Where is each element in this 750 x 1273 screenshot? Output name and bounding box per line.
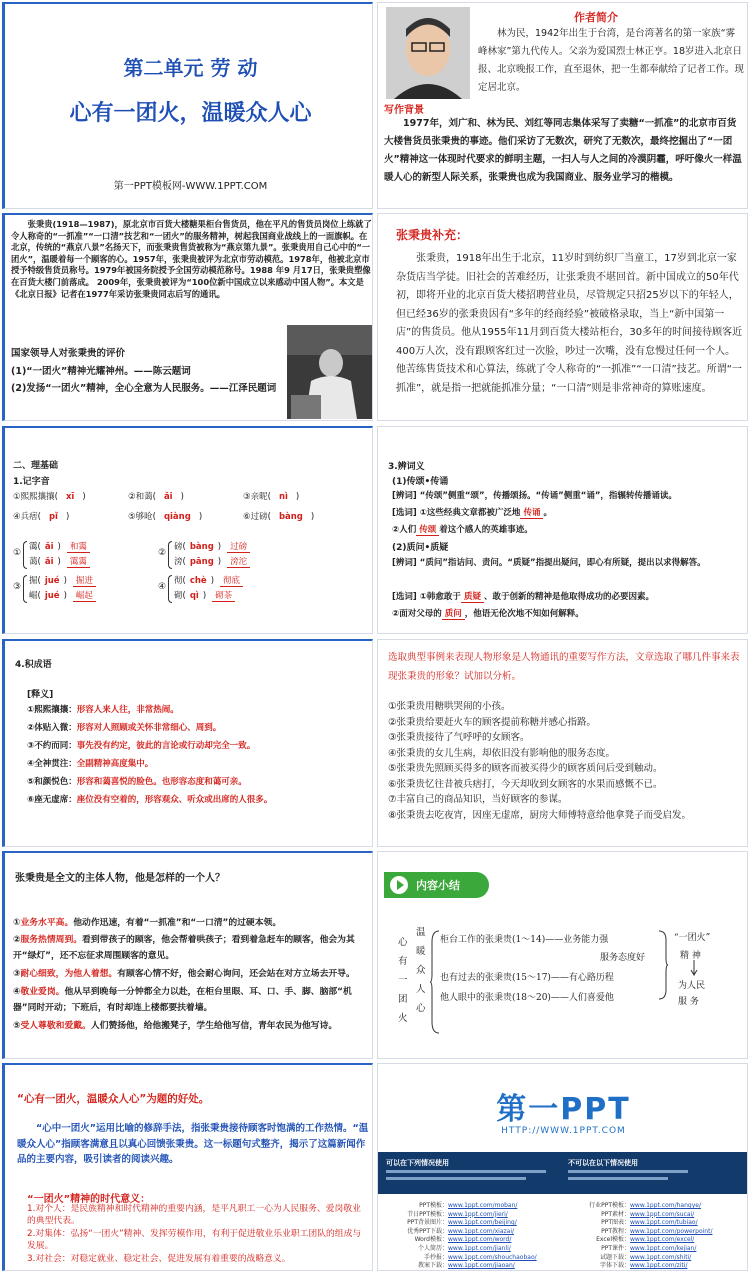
idiom-item <box>27 703 179 715</box>
promo-link-label: 试题下载： <box>599 1253 630 1261</box>
promo-link-url[interactable]: www.1ppt.com/jianli/ <box>448 1245 511 1252</box>
group-brace <box>168 575 172 603</box>
promo-link-label: Word模板： <box>414 1236 448 1244</box>
word-heading: 3.辨词义 <box>388 462 425 472</box>
group-line <box>29 555 90 567</box>
summary-left2-char: 众 <box>416 965 426 976</box>
pron-item <box>243 490 299 502</box>
group-pinyin: jué <box>44 576 60 586</box>
pron-end: ) <box>198 512 203 522</box>
character-item <box>13 932 373 964</box>
spirit-label: 精 神 <box>680 951 701 961</box>
example-item: ③张秉贵接待了气呼呼的女顾客。 <box>388 732 530 743</box>
character-item <box>13 1018 373 1034</box>
idiom-sub: [释义] <box>27 690 54 700</box>
idiom-value: 座位没有空着的，形容观众、听众或出席的人很多。 <box>76 795 273 805</box>
idiom-value: 全副精神高度集中。 <box>76 759 154 769</box>
group-char: 蔼( <box>29 557 41 567</box>
promo-link-url[interactable]: www.1ppt.com/word/ <box>448 1236 512 1244</box>
group-brace <box>23 575 27 603</box>
promo-link-url[interactable]: www.1ppt.com/hangye/ <box>630 1202 701 1209</box>
promo-link-url[interactable]: www.1ppt.com/excel/ <box>630 1236 695 1244</box>
idiom-key: ④全神贯注： <box>27 759 77 769</box>
slide-10-summary <box>377 851 748 1059</box>
group-line <box>174 540 250 552</box>
pron-item <box>128 490 184 502</box>
promo-link-url[interactable]: www.1ppt.com/jiaoan/ <box>448 1262 515 1270</box>
group-char: 砌( <box>174 591 186 601</box>
sub-heading: 1.记字音 <box>13 477 50 487</box>
promo-link-label: PPT素材： <box>601 1210 630 1218</box>
pair-1-title: (1)传颂•传诵 <box>392 477 449 487</box>
character-num: ① <box>13 918 21 928</box>
slide-footer: 第一PPT模板网-WWW.1PPT.COM <box>113 181 268 192</box>
group-word: 掘进 <box>73 576 96 587</box>
group-line <box>174 555 250 567</box>
group-word: 崛起 <box>73 591 96 602</box>
idiom-heading: 4.积成语 <box>15 660 52 670</box>
character-value: 人们赞扬他，给他搬凳子，学生给他写信，青年农民为他写诗。 <box>90 1021 338 1031</box>
idiom-key: ③不约而同： <box>27 741 77 751</box>
group-paren: ) <box>202 591 207 601</box>
character-value: 看到带孩子的顾客，他会帮着哄孩子；看到着急赶车的顾客，他会为其开“绿灯”，还不忘征求周围顾客的意见。 <box>13 935 355 961</box>
background-text: 1977年，刘广和、林为民、刘红等同志集体采写了卖糖“一抓准”的北京市百货大楼售货员张秉贵的事迹。他们采访了无数次，研究了无数次，最终挖掘出了“一团火”精神这一体现时代要求的鲜明主题，一扫人与人之间的冷漠阴霾，呼吁像火一样温暖人心的新型人际关系，张秉贵也成为我国商业、服务业学习的楷模。 <box>384 118 742 183</box>
character-num: ② <box>13 935 21 945</box>
group-pinyin: pāng <box>189 557 214 567</box>
pron-answer: xī <box>65 492 75 502</box>
promo-link-label: PPT图表： <box>601 1219 630 1227</box>
group-paren: ) <box>63 591 67 601</box>
character-question: 张秉贵是全文的主体人物，他是怎样的一个人？ <box>15 873 225 884</box>
promo-link-label: 优秀PPT下载： <box>407 1227 448 1235</box>
slide-3-zhang <box>2 213 373 421</box>
group-pinyin: jué <box>44 591 60 601</box>
serve-label-1: 为人民 <box>678 981 706 991</box>
slide-1-title <box>2 2 373 209</box>
slide-2-author <box>377 2 748 209</box>
group-line <box>174 589 235 601</box>
slide-9-character <box>2 851 373 1059</box>
promo-link-label: 节日PPT模板： <box>407 1210 448 1218</box>
pron-item <box>128 510 202 522</box>
promo-link-label: 个人简历： <box>417 1245 448 1252</box>
can-use-label: 可以在下列情况使用 <box>386 1159 449 1167</box>
character-key: 服务热情周到。 <box>20 935 83 945</box>
idiom-item <box>27 775 247 787</box>
pron-label: ⑥过磅( <box>243 512 271 522</box>
group-line <box>29 574 96 586</box>
pron-end: ) <box>65 512 70 522</box>
character-value: 他动作迅速，有着“一抓准”和“一口清”的过硬本领。 <box>73 918 282 928</box>
group-line <box>29 540 90 552</box>
play-icon <box>397 880 404 890</box>
example-item: ②张秉贵给要赶火车的顾客提前称糖并感心指路。 <box>388 716 597 728</box>
lesson-title: 心有一团火，温暖众人心 <box>69 101 312 126</box>
answer-blank: 质问 <box>442 609 465 620</box>
evaluation-heading: 国家领导人对张秉贵的评价 <box>11 348 126 359</box>
group-char: 崛( <box>29 591 41 601</box>
evaluation-1: (1)“一团火”精神光耀神州。——陈云题词 <box>11 366 191 377</box>
pron-item <box>243 510 314 522</box>
idiom-key: ①熙熙攘攘： <box>27 705 77 715</box>
answer-blank: 质疑 <box>461 592 484 603</box>
example-item: ⑤张秉贵先照顾买得多的顾客而被买得少的顾客质问后受到触动。 <box>388 763 663 774</box>
character-key: 敬业爱岗。 <box>20 987 65 997</box>
group-word: 滂沱 <box>227 557 250 568</box>
group-word: 过磅 <box>227 542 250 553</box>
pair-2-ex-b: ②面对父母的 质问 ，他语无伦次地不知如何解释。 <box>392 609 584 619</box>
evaluation-2: (2)发扬“一团火”精神，全心全意为人民服务。——江泽民题词 <box>11 383 277 394</box>
supplement-text: 张秉贵，1918年出生于北京，11岁时到纺织厂当童工，17岁到北京一家杂货店当学徒。旧社会的苦难经历，让张秉贵不堪回首。新中国成立的50年代初，即将开业的北京百货大楼招聘营业员，尽管规定只招25岁以下的年轻人，但已经36岁的张秉贵因有“多年的经商经验”被破格录取，当上“新中国第一店”的售货员。他从1955年11月到百货大楼站柜台，30多年的时间接待顾客近400万人次，没有跟顾客红过一次脸，吵过一次嘴，没有怠慢过任何一个人。他苦练售货技术和心算法，练就了令人称奇的“一抓准”“一口清”技艺。所谓“一抓准”，就是指一把就能抓准分量；“一口清”则是非常神奇的算账速度。 <box>396 253 743 394</box>
group-word: 砌茶 <box>212 591 235 602</box>
summary-badge-label: 内容小结 <box>416 879 460 892</box>
cannot-use-label: 不可以在以下情况使用 <box>568 1159 638 1167</box>
summary-left-char: 心 <box>398 937 408 948</box>
pron-answer: pǐ <box>48 512 58 522</box>
group-paren: ) <box>63 576 67 586</box>
character-num: ③ <box>13 969 21 979</box>
idiom-key: ⑤和颜悦色： <box>27 777 77 787</box>
slide-7-idioms <box>2 639 373 847</box>
group-char: 掘( <box>29 576 41 586</box>
summary-row-1: 柜台工作的张秉贵(1～14)——业务能力强 <box>440 935 609 945</box>
summary-left-char: 一 <box>398 975 408 986</box>
answer-blank: 传诵 <box>520 508 543 519</box>
serve-label-2: 服 务 <box>678 997 699 1007</box>
promo-link-url[interactable]: www.1ppt.com/kejian/ <box>630 1245 697 1252</box>
author-text: 林为民，1942年出生于台湾，是台湾著名的第一家族“雾峰林家”第九代传人。父亲为爱国烈士林正亨。18岁进入北京日报、北京晚报工作，直至退休，把一生都奉献给了记者工作。现定居北京。 <box>478 28 745 93</box>
example-item: ④张秉贵的女儿生病，却依旧没有影响他的服务态度。 <box>388 747 616 759</box>
summary-left2-char: 暖 <box>416 946 426 957</box>
group-pinyin: ǎi <box>44 557 54 567</box>
title-benefit: “心有一团火，温暖众人心”为题的好处。 <box>17 1093 210 1105</box>
pair-1-ex-a: [选词] ①这些经典文章都被广泛地 传诵 。 <box>392 508 552 518</box>
group-line <box>29 589 96 601</box>
site-url: HTTP://WWW.1PPT.COM <box>501 1126 626 1136</box>
example-item: ⑧张秉贵去吃夜宵，因座无虚席，厨房大师傅特意给他拿凳子而受启发。 <box>388 809 692 821</box>
summary-left-char: 火 <box>398 1013 408 1024</box>
group-paren: ) <box>57 557 61 567</box>
pair-2-title: (2)质问•质疑 <box>392 543 449 553</box>
character-value: 他从早到晚每一分钟都全力以赴，在柜台里眼、耳、口、手、脚、脑部“机器”同时开动；下班后，有时却连上楼都要扶着墙。 <box>13 987 352 1013</box>
unit-title: 第二单元 劳 动 <box>123 56 258 80</box>
promo-link <box>568 1260 687 1269</box>
summary-row-2: 也有过去的张秉贵(15～17)——有心路历程 <box>440 973 614 983</box>
author-photo <box>386 7 470 99</box>
idiom-key: ②体贴入微： <box>27 723 77 733</box>
promo-link-url[interactable]: www.1ppt.com/beijing/ <box>448 1219 517 1227</box>
slide-5-pronunciation <box>2 426 373 634</box>
group-char: 彻( <box>174 576 186 586</box>
character-num: ⑤ <box>13 1021 21 1031</box>
promo-link-label: 字体下载： <box>599 1262 630 1270</box>
pair-1-ex-b: ②人们 传颂 着这个感人的英雄事迹。 <box>392 525 533 535</box>
group-pinyin: bàng <box>189 542 214 552</box>
promo-link-label: 手抄报： <box>423 1253 448 1261</box>
site-logo: 第一PPT <box>496 1092 631 1127</box>
idiom-item <box>27 739 255 751</box>
group-char: 霭( <box>29 542 41 552</box>
zhang-intro: 张秉贵(1918—1987)，原北京市百货大楼糖果柜台售货员，他在平凡的售货员岗位上练就了令人称奇的“一抓准”“一口清”技艺和“一团火”的服务精神，树起我国商业战线上的一面旗帜。在北京，传统的“燕京八景”名扬天下，而张秉贵售货被称为“燕京第九景”。张秉贵用自己心中的“一团火”，温暖着每一个顾客的心。1957年，张秉贵被评为北京市劳动模范。1978年，他被北京市授予特级售货员称号。1979年被国务院授予全国劳动模范称号。1988 年9 月17日，张秉贵塑像在百货大楼门前落成。 2009年，张秉贵被评为“100位新中国成立以来感动中国人物”。本文是《北京日报》记者在1977年采访张秉贵同志后写的通讯。 <box>11 219 372 299</box>
idiom-value: 形容和蔼喜悦的脸色。也形容态度和蔼可亲。 <box>76 777 247 787</box>
character-key: 业务水平高。 <box>20 918 74 928</box>
pron-answer: qiàng <box>163 512 191 522</box>
pron-end: ) <box>82 492 86 502</box>
promo-link-url[interactable]: www.1ppt.com/ziti/ <box>630 1262 688 1270</box>
group-paren: ) <box>57 542 61 552</box>
promo-link-url[interactable]: www.1ppt.com/moban/ <box>448 1202 518 1209</box>
group-num: ② <box>158 548 167 558</box>
group-paren: ) <box>217 542 222 552</box>
pron-label: ①熙熙攘攘( <box>13 492 58 502</box>
group-line <box>174 574 243 586</box>
idiom-value: 形容对人照顾或关怀非常细心、周到。 <box>76 723 222 733</box>
significance-heading: “一团火”精神的时代意义： <box>27 1194 151 1205</box>
promo-link-url[interactable]: www.1ppt.com/shouchaobao/ <box>448 1253 537 1261</box>
character-key: 耐心细致，为他人着想。 <box>20 969 118 979</box>
summary-left2-char: 人 <box>416 984 426 995</box>
pron-end: ) <box>295 492 300 502</box>
character-num: ④ <box>13 987 21 997</box>
summary-left2-char: 心 <box>416 1003 426 1014</box>
character-item <box>13 966 373 982</box>
promo-link-label: 行业PPT模板： <box>589 1202 630 1209</box>
significance-1: 1.对个人：是民族精神和时代精神的重要内涵，是平凡职工一心为人民服务、爱岗敬业的典型代表。 <box>27 1204 361 1226</box>
promo-link-label: PPT背景图片： <box>407 1219 448 1227</box>
idiom-item <box>27 757 153 769</box>
group-num: ④ <box>158 582 167 592</box>
pron-label: ④兵痞( <box>13 512 41 522</box>
slide-12-promo <box>377 1063 748 1271</box>
idiom-value: 形容人来人往，非常热闹。 <box>76 705 179 715</box>
title-benefit-text: “心中一团火”运用比喻的修辞手法，指张秉贵接待顾客时饱满的工作热情。“温暖众人心”指顾客满意且以真心回馈张秉贵。这一标题句式整齐，揭示了这篇新闻作品的主要内容，吸引读者的阅读兴趣。 <box>17 1123 369 1165</box>
character-item <box>13 915 373 931</box>
promo-link-url[interactable]: www.1ppt.com/shiti/ <box>630 1253 692 1261</box>
pron-end: ) <box>180 492 184 502</box>
background-heading: 写作背景 <box>384 105 424 116</box>
promo-link-url[interactable]: www.1ppt.com/jieri/ <box>448 1210 508 1218</box>
summary-row-1b: 服务态度好 <box>600 953 646 963</box>
group-word: 和霭 <box>67 542 90 553</box>
summary-left-char: 团 <box>398 994 408 1005</box>
character-key: 受人尊敬和爱戴。 <box>20 1021 91 1031</box>
group-paren: ) <box>217 557 222 567</box>
group-pinyin: chè <box>189 576 207 586</box>
idiom-key: ⑥座无虚席： <box>27 795 77 805</box>
pair-2-ex-a: [选词] ①韩愈敢于 质疑 、敢于创新的精神是他取得成功的必要因素。 <box>392 592 654 602</box>
pron-answer: nì <box>278 492 288 502</box>
group-num: ① <box>13 548 22 558</box>
zhang-photo <box>287 325 373 419</box>
example-item: ①张秉贵用糖哄哭闹的小孩。 <box>388 701 511 712</box>
summary-badge <box>384 872 489 898</box>
promo-link-label: PPT课件： <box>601 1245 630 1252</box>
promo-link-url[interactable]: www.1ppt.com/xiazai/ <box>448 1227 515 1235</box>
arrow-down-icon <box>690 960 698 976</box>
group-char: 磅( <box>174 542 186 552</box>
pron-label: ②和蔼( <box>128 492 156 502</box>
pron-item <box>13 510 69 522</box>
group-num: ③ <box>13 582 22 592</box>
examples-question: 选取典型事例来表现人物形象是人物通讯的重要写作方法，文章选取了哪几件事来表现张秉贵的形象？试加以分析。 <box>388 652 740 682</box>
summary-right-brace <box>658 930 668 1000</box>
significance-2: 2.对集体：弘扬“一团火”精神、发挥劳模作用，有利于促进敬业乐业职工团队的组成与发展。 <box>27 1229 362 1251</box>
summary-row-3: 他人眼中的张秉贵(18～20)——人们喜爱他 <box>440 993 614 1003</box>
idiom-item <box>27 721 221 733</box>
summary-left2-char: 温 <box>416 927 426 938</box>
promo-link-label: 教案下载： <box>417 1262 448 1270</box>
summary-brace <box>430 930 440 1034</box>
character-value: 有顾客心情不好，他会耐心询问，还会站在对方立场去开导。 <box>117 969 355 979</box>
group-pinyin: ǎi <box>44 542 54 552</box>
pron-item <box>13 490 86 502</box>
slide-11-meaning <box>2 1063 373 1271</box>
group-word: 彻底 <box>220 576 243 587</box>
promo-link <box>386 1260 515 1269</box>
pair-1-desc: [辨词] “传颂”侧重“颂”，传播颂扬。“传诵”侧重“诵”，指辗转传播诵读。 <box>392 491 677 501</box>
pron-answer: ǎi <box>163 492 173 502</box>
group-pinyin: qì <box>189 591 199 601</box>
idiom-item <box>27 793 272 805</box>
promo-link-label: PPT模板： <box>419 1202 448 1209</box>
character-item <box>13 984 373 1016</box>
group-char: 滂( <box>174 557 186 567</box>
section-heading: 二、理基础 <box>13 461 59 471</box>
supplement-title: 张秉贵补充： <box>396 228 469 242</box>
slide-6-word-meaning <box>377 426 748 634</box>
pron-end: ) <box>310 512 315 522</box>
pair-2-desc: [辨词] “质问”指诘问、责问。“质疑”指提出疑问，即心有所疑，提出以求得解答。 <box>392 558 706 568</box>
group-brace <box>23 541 27 569</box>
promo-link-label: Excel模板： <box>596 1236 630 1244</box>
pron-answer: bàng <box>278 512 303 522</box>
pron-label: ③亲昵( <box>243 492 271 502</box>
idiom-value: 事先没有约定，彼此的言论或行动却完全一致。 <box>76 741 256 751</box>
author-heading: 作者简介 <box>574 11 618 24</box>
group-brace <box>168 541 172 569</box>
slide-4-supplement <box>377 213 748 421</box>
promo-link-url[interactable]: www.1ppt.com/tubiao/ <box>630 1219 698 1227</box>
summary-left-char: 有 <box>398 956 408 967</box>
group-word: 霭霭 <box>67 557 90 568</box>
pron-label: ⑤够呛( <box>128 512 156 522</box>
info-band <box>378 1152 748 1194</box>
promo-link-label: PPT教程： <box>601 1227 630 1235</box>
answer-blank: 传颂 <box>416 525 439 536</box>
promo-link-url[interactable]: www.1ppt.com/sucai/ <box>630 1210 695 1218</box>
significance-3: 3.对社会：对稳定就业、稳定社会、促进发展有着重要的战略意义。 <box>27 1254 291 1264</box>
slide-8-examples <box>377 639 748 847</box>
promo-link-url[interactable]: www.1ppt.com/powerpoint/ <box>630 1227 713 1235</box>
example-item: ⑦丰富自己的商品知识，当好顾客的参谋。 <box>388 794 568 805</box>
group-paren: ) <box>210 576 215 586</box>
example-item: ⑥张秉贵忆往昔被兵痞打，今天却收到女顾客的水果而感慨不已。 <box>388 778 663 790</box>
fire-label: “一团火” <box>674 933 711 943</box>
